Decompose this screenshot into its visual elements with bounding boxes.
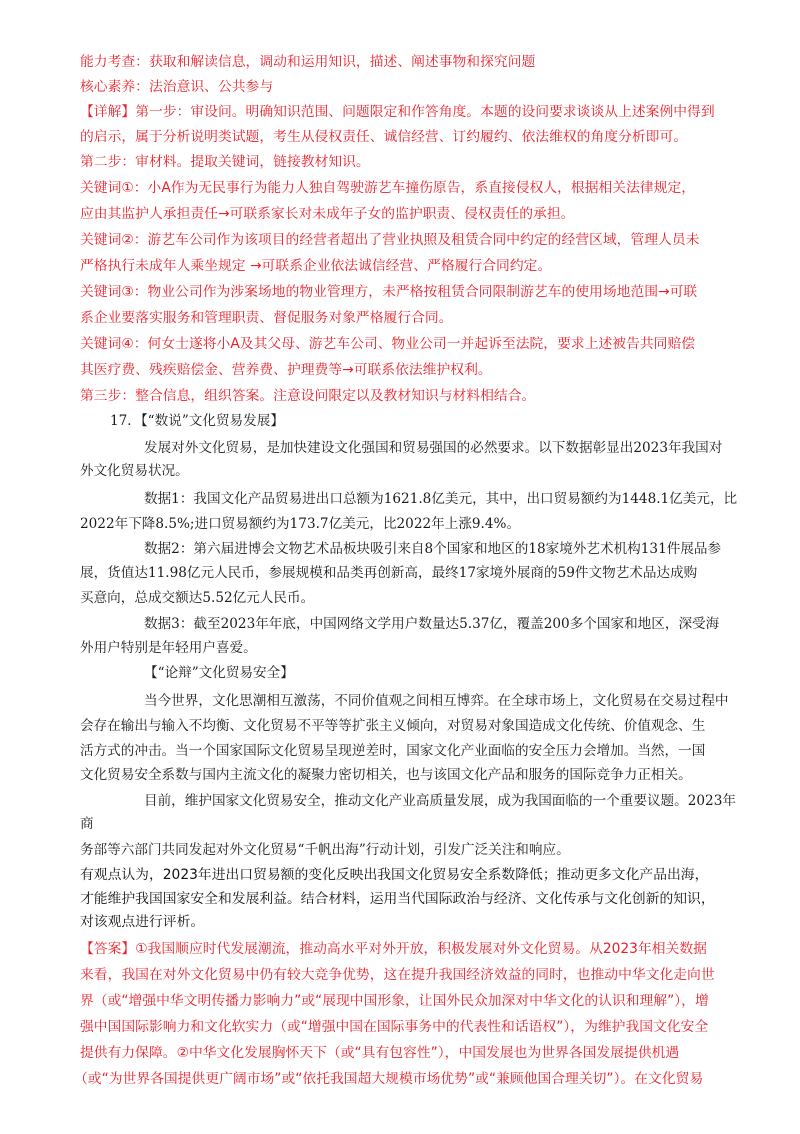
ability-line: 能力考查：获取和解读信息，调动和运用知识，描述、阐述事物和探究问题	[80, 54, 536, 70]
para2-line: 目前，维护国家文化贸易安全，推动文化产业高质量发展，成为我国面临的一个重要议题。2023年	[144, 793, 736, 809]
data3-line-2: 外用户特别是年轻用户喜爱。	[80, 640, 257, 656]
step1-text: 第一步：审设问。明确知识范围、问题限定和作答角度。本题的设问要求谈谈从上述案例中得到	[135, 104, 715, 120]
step3-line: 第三步：整合信息，组织答案。注意设问限定以及教材知识与材料相结合。	[80, 388, 536, 404]
answer-tag: 【答案】	[80, 941, 136, 957]
literacy-line: 核心素养：法治意识、公共参与	[80, 79, 274, 95]
answer-line-4: 强中国国际影响力和文化软实力（或“增强中国在国际事务中的代表性和话语权”），为维护我国文化安全	[80, 1019, 709, 1035]
step2-line: 第二步：审材料。提取关键词，链接教材知识。	[80, 154, 370, 170]
para1-line: 当今世界，文化思潮相互激荡，不同价值观之间相互博弈。在全球市场上，文化贸易在交易过程中	[144, 693, 729, 709]
answer-line-6: （或“为世界各国提供更广阔市场”或“依托我国超大规模市场优势”或“兼顾他国合理关切”）。在文化贸易	[74, 1071, 704, 1087]
answer-line-5: 提供有力保障。②中华文化发展胸怀天下（或“具有包容性”），中国发展也为世界各国发展提供机遇	[80, 1045, 680, 1061]
detail-tag: 【详解】	[80, 104, 136, 120]
ask-line: 有观点认为，2023年进出口贸易额的变化反映出我国文化贸易安全系数降低；推动更多文化产品出海，	[80, 867, 709, 883]
data3-line: 数据3：截至2023年年底，中国网络文学用户数量达5.37亿，覆盖200多个国家和地区，深受海	[144, 616, 720, 632]
answer-line-2: 来看，我国在对外文化贸易中仍有较大竞争优势，这在提升我国经济效益的同时，也推动中华文化走向世	[80, 967, 715, 983]
answer-line-3: 界（或“增强中华文明传播力影响力”或“展现中国形象，让国外民众加深对中华文化的认识和理解”），增	[80, 993, 709, 1009]
keyword4-line: 关键词④：何女士遂将小A及其父母、游艺车公司、物业公司一并起诉至法院，要求上述被告共同赔偿	[80, 336, 696, 352]
intro-line: 发展对外文化贸易，是加快建设文化强国和贸易强国的必然要求。以下数据彰显出2023年我国对	[144, 440, 723, 456]
step1-line-2: 的启示，属于分析说明类试题，考生从侵权责任、诚信经营、订约履约、依法维权的角度分析即可。	[80, 129, 688, 145]
data1-line-2: 2022年下降8.5%;进口贸易额约为173.7亿美元，比2022年上涨9.4%。	[80, 516, 521, 532]
keyword3-line: 关键词③：物业公司作为涉案场地的物业管理方，未严格按租赁合同限制游艺车的使用场地范围→可联	[80, 284, 698, 300]
keyword2-line: 关键词②：游艺车公司作为该项目的经营者超出了营业执照及租赁合同中约定的经营区域，管理人员未	[80, 232, 700, 248]
data1-line: 数据1：我国文化产品贸易进出口总额为1621.8亿美元，其中，出口贸易额约为1448.1亿美元，比	[144, 491, 738, 507]
para1-line-3: 活方式的冲击。当一个国家国际文化贸易呈现逆差时，国家文化产业面临的安全压力会增加。当然，一国	[80, 743, 706, 759]
answer-text-1: ①我国顺应时代发展潮流，推动高水平对外开放，积极发展对外文化贸易。从2023年相关数据	[135, 941, 707, 957]
answer-line	[80, 938, 707, 960]
keyword4-line-2: 其医疗费、残疾赔偿金、营养费、护理费等→可联系依法维护权利。	[80, 362, 492, 378]
keyword1-line-2: 应由其监护人承担责任→可联系家长对未成年子女的监护职责、侵权责任的承担。	[80, 206, 575, 222]
keyword3-line-2: 系企业要落实服务和管理职责、督促服务对象严格履行合同。	[80, 310, 453, 326]
para1-line-2: 会存在输出与输入不均衡、文化贸易不平等等扩张主义倾向，对贸易对象国造成文化传统、价值观念、生	[80, 718, 706, 734]
para1-line-4: 文化贸易安全系数与国内主流文化的凝聚力密切相关，也与该国文化产品和服务的国际竞争力正相关。	[80, 767, 692, 783]
keyword1-line: 关键词①：小A作为无民事行为能力人独自驾驶游艺车撞伤原告，系直接侵权人，根据相关法律规定，	[80, 180, 696, 196]
para2-line-2: 商	[80, 816, 94, 832]
question-title: 17．【“数说”文化贸易发展】	[110, 413, 284, 429]
keyword2-line-2: 严格执行未成年人乘坐规定 →可联系企业依法诚信经营、严格履行合同约定。	[80, 258, 552, 274]
step1-line	[80, 101, 715, 123]
data2-line: 数据2：第六届进博会文物艺术品板块吸引来自8个国家和地区的18家境外艺术机构131件展品参	[144, 541, 722, 557]
para2-line-3: 务部等六部门共同发起对外文化贸易“千帆出海”行动计划，引发广泛关注和响应。	[80, 842, 570, 858]
data2-line-2: 展，货值达11.98亿元人民币，参展规模和品类再创新高，最终17家境外展商的59件文物艺术品达成购	[80, 565, 698, 581]
intro-line-2: 外文化贸易状况。	[80, 463, 189, 479]
ask-line-3: 对该观点进行评析。	[80, 914, 205, 930]
section2-title: 【“论辩”文化贸易安全】	[144, 665, 294, 681]
ask-line-2: 才能维护我国国家安全和发展利益。结合材料，运用当代国际政治与经济、文化传承与文化创新的知识，	[80, 891, 715, 907]
data2-line-3: 买意向，总成交额达5.52亿元人民币。	[80, 590, 315, 606]
